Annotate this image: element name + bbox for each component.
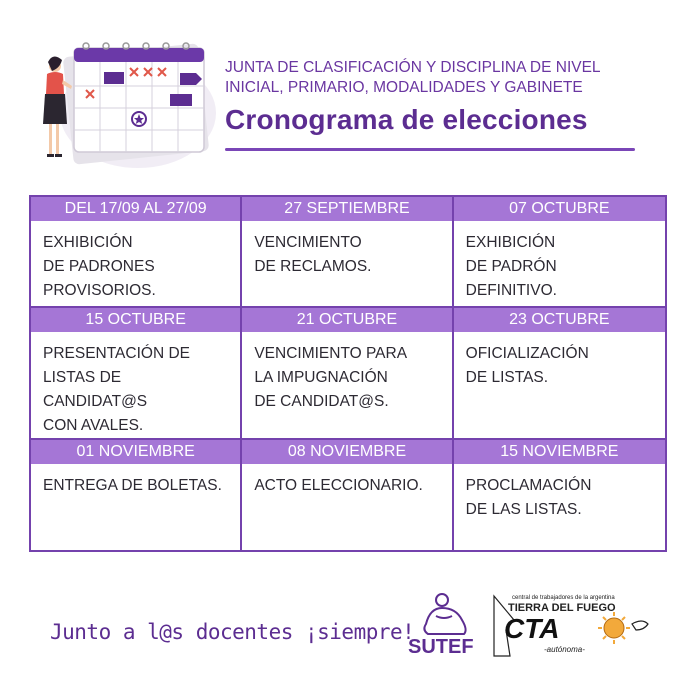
cta-logo-name: CTA bbox=[504, 613, 560, 644]
page-title: Cronograma de elecciones bbox=[225, 104, 588, 135]
schedule-date: DEL 17/09 AL 27/09 bbox=[31, 197, 240, 221]
schedule-date: 08 NOVIEMBRE bbox=[242, 440, 451, 464]
cta-logo-top: central de trabajadores de la argentina bbox=[512, 595, 615, 601]
schedule-description: VENCIMIENTO DE RECLAMOS. bbox=[254, 234, 372, 275]
sun-icon bbox=[598, 612, 630, 644]
schedule-description: ENTREGA DE BOLETAS. bbox=[43, 476, 222, 494]
schedule-cell bbox=[454, 197, 665, 308]
schedule-date: 21 OCTUBRE bbox=[242, 308, 451, 332]
schedule-cell bbox=[31, 440, 242, 551]
schedule-date: 07 OCTUBRE bbox=[454, 197, 665, 221]
schedule-cell bbox=[31, 197, 242, 308]
title-underline bbox=[225, 148, 635, 151]
schedule-cell bbox=[31, 308, 242, 440]
cta-logo bbox=[492, 590, 652, 658]
cta-logo-region: TIERRA DEL FUEGO bbox=[508, 602, 616, 614]
schedule-description: EXHIBICIÓN DE PADRÓN DEFINITIVO. bbox=[465, 234, 557, 299]
schedule-date: 15 OCTUBRE bbox=[31, 308, 240, 332]
schedule-cell bbox=[242, 440, 453, 551]
schedule-date: 23 OCTUBRE bbox=[454, 308, 665, 332]
schedule-description: EXHIBICIÓN DE PADRONES PROVISORIOS. bbox=[43, 234, 156, 299]
suteef-logo-text: SUTEF bbox=[408, 636, 474, 658]
slogan: Junto a l@s docentes ¡siempre! bbox=[50, 620, 415, 644]
schedule-date: 01 NOVIEMBRE bbox=[31, 440, 240, 464]
schedule-date: 27 SEPTIEMBRE bbox=[242, 197, 451, 221]
schedule-cell bbox=[454, 308, 665, 440]
calendar-icon bbox=[63, 43, 210, 165]
schedule-cell bbox=[242, 308, 453, 440]
suteef-figure-icon bbox=[424, 594, 465, 634]
schedule-description: VENCIMIENTO PARA LA IMPUGNACIÓN DE CANDIDAT@S. bbox=[254, 344, 408, 410]
header-subtitle-line2: INICIAL, PRIMARIO, MODALIDADES Y GABINETE bbox=[225, 79, 583, 96]
schedule-description: OFICIALIZACIÓN DE LISTAS. bbox=[465, 344, 589, 386]
schedule-cell bbox=[454, 440, 665, 551]
schedule-description: PRESENTACIÓN DE LISTAS DE CANDIDAT@S CON AVALES. bbox=[43, 344, 190, 434]
schedule-date: 15 NOVIEMBRE bbox=[454, 440, 665, 464]
schedule-description: PROCLAMACIÓN DE LAS LISTAS. bbox=[465, 476, 592, 518]
calendar-illustration bbox=[38, 38, 216, 170]
schedule-description: ACTO ELECCIONARIO. bbox=[254, 476, 423, 494]
header bbox=[225, 58, 665, 136]
schedule-cell bbox=[242, 197, 453, 308]
header-subtitle-line1: JUNTA DE CLASIFICACIÓN Y DISCIPLINA DE NIVEL bbox=[225, 59, 601, 76]
cta-logo-sub: -autónoma- bbox=[544, 645, 585, 654]
schedule-table bbox=[29, 195, 667, 552]
suteef-logo bbox=[404, 590, 488, 658]
